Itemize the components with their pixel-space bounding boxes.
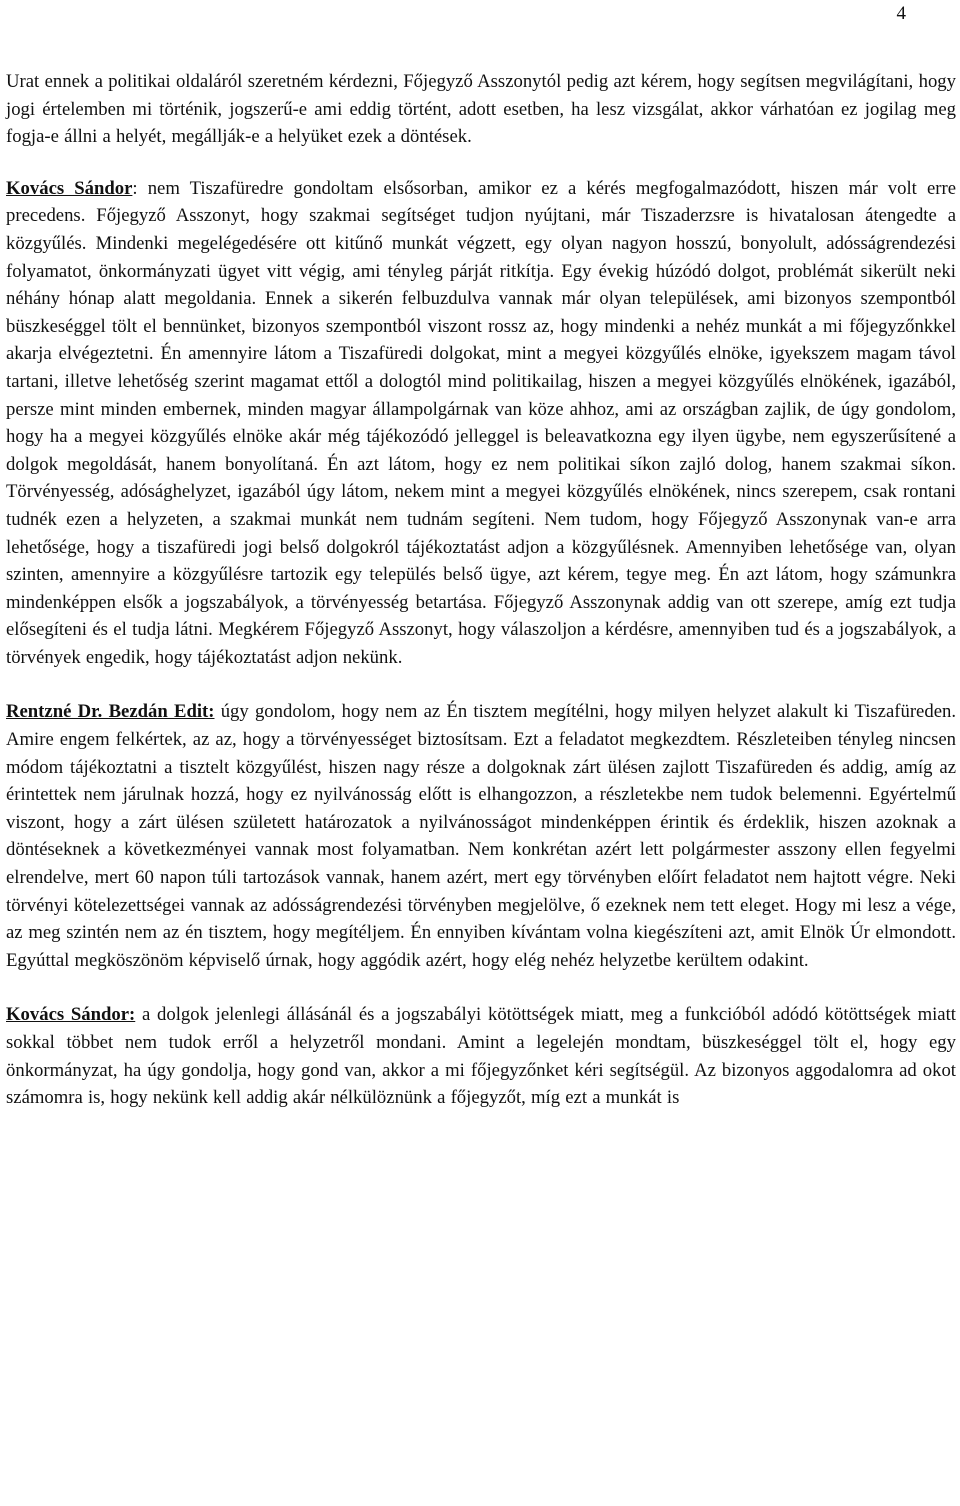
paragraph-text: a dolgok jelenlegi állásánál és a jogszabályi kötöttségek miatt, meg a funkcióból adódó kötöttségek miatt sokkal többet nem tudok erről a helyzetről mondani. Amint a legelején mondtam, büszkeséggel tölt el, hogy egy önkormányzat, ha úgy gondolja, hogy gond van, akkor a mi főjegyzőnket kéri segítségül. Az bizonyos aggodalomra ad okot számomra is, hogy nekünk kell addig akár nélkülöznünk a főjegyzőt, míg ezt a munkát is (6, 1004, 956, 1109)
paragraph-text: úgy gondolom, hogy nem az Én tisztem megítélni, hogy milyen helyzet alakult ki Tiszafüreden. Amire engem felkértek, az az, hogy a törvényességet biztosítsam. Ezt a feladatot megkezdtem. Részleteiben tényleg nincsen módom tájékoztatni a tisztelt közgyűlést, hiszen nagy része a dolgoknak zárt ülésen zajlott Tiszafüreden és addig, amíg az érintettek nem járulnak hozzá, hogy ez nyilvánosság előtt is elhangozzon, a részletekbe nem tudok belemenni. Egyértelmű viszont, hogy a zárt ülésen született határozatok a nyilvánosságot mindenképpen érintik és érdeklik, hiszen azoknak a döntéseknek a következményei vannak most folyamatban. Nem konkrétan azért lett polgármester asszony ellen fegyelmi elrendelve, mert 60 napon túli tartozások vannak, hanem azért, mert egy törvényben előírt feladatot nem hajtott végre. Neki törvényi kötelezettségei vannak az adósságrendezési törvényben megjelölve, ő ezeknek nem tett eleget. Hogy mi lesz a vége, az meg szintén nem az én tisztem, hogy megítéljem. Én ennyiben kívántam volna kiegészíteni azt, amit Elnök Úr elmondott. Egyúttal megköszönöm képviselő úrnak, hogy aggódik azért, hogy elég nehéz helyzetbe kerültem odakint. (6, 701, 957, 971)
speaker-name: Rentzné Dr. Bezdán Edit: (6, 701, 215, 723)
speaker-name: Kovács Sándor (6, 177, 133, 199)
paragraph-rentzne (6, 698, 956, 974)
paragraph-intro (6, 68, 956, 151)
paragraph-text: nem Tiszafüredre gondoltam elsősorban, amikor ez a kérés megfogalmazódott, hiszen már volt erre precedens. Főjegyző Asszonyt, hogy szakmai segítséget tudjon nyújtani, már Tiszaderzsre is hivatalosan átengedte a közgyűlés. Mindenki megelégedésére ott kitűnő munkát végzett, egy olyan nagyon hosszú, bonyolult, adósságrendezési folyamatot, önkormányzati ügyet vitt végig, ami tényleg párját ritkítja. Egy évekig húzódó dolgot, problémát sikerült neki néhány hónap alatt megoldania. Ennek a sikerén felbuzdulva vannak már olyan települések, ami bizonyos szempontból büszkeséggel tölt el bennünket, bizonyos szempontból viszont rossz az, hogy mindenki a nehéz munkát a mi főjegyzőnkkel akarja elvégeztetni. Én amennyire látom a Tiszafüredi dolgokat, mint a megyei közgyűlés elnöke, igyekszem magam távol tartani, illetve lehetőség szerint magamat ettől a dologtól mind politikailag, hiszen a megyei közgyűlés elnökének, igazából, persze mint minden embernek, minden magyar állampolgárnak van köze ahhoz, ami az országban zajlik, de úgy gondolom, hogy ha a megyei közgyűlés elnöke akár még tájékozódó jelleggel is beleavatkozna egy ilyen ügybe, nem egyszerűsítené a dolgok megoldását, hanem bonyolítaná. Én azt látom, hogy ez nem politikai síkon zajló dolog, hanem szakmai síkon. Törvényesség, adósághelyzet, igazából úgy látom, nekem mint a megyei közgyűlés elnökének, nincs szerepem, csak rontani tudnék ezen a helyzeten, a szakmai munkát nem tudnám segíteni. Nem tudom, hogy Főjegyző Asszonynak van-e arra lehetősége, hogy a tiszafüredi jogi belső dolgokról tájékoztatást adjon a közgyűlésnek. Amennyiben lehetősége van, olyan szinten, amennyire a közgyűlésre tartozik egy település belső ügye, azt kérem, tegye meg. Én azt látom, hogy számunkra mindenképpen elsők a jogszabályok, a törvényesség betartása. Főjegyző Asszonynak addig van ott szerepe, amíg ezt tudja elősegíteni és el tudja látni. Megkérem Főjegyző Asszonyt, hogy válaszoljon a kérdésre, amennyiben tud és a jogszabályok, a törvények engedik, hogy tájékoztatást adjon nekünk. (6, 177, 956, 668)
speaker-separator: : (132, 177, 138, 199)
document-body (6, 68, 956, 1112)
paragraph-kovacs-1 (6, 175, 956, 672)
speaker-name: Kovács Sándor: (6, 1004, 136, 1026)
paragraph-text: Urat ennek a politikai oldaláról szeretném kérdezni, Főjegyző Asszonytól pedig azt kérem, hogy segítsen megvilágítani, hogy jogi értelemben mi történik, jogszerű-e ami eddig történt, adott esetben, ha lesz vizsgálat, akkor várhatóan ez jogilag meg fogja-e állni a helyét, megállják-e a helyüket ezek a döntések. (6, 71, 956, 148)
paragraph-kovacs-2 (6, 1001, 956, 1111)
page-number: 4 (896, 3, 906, 24)
